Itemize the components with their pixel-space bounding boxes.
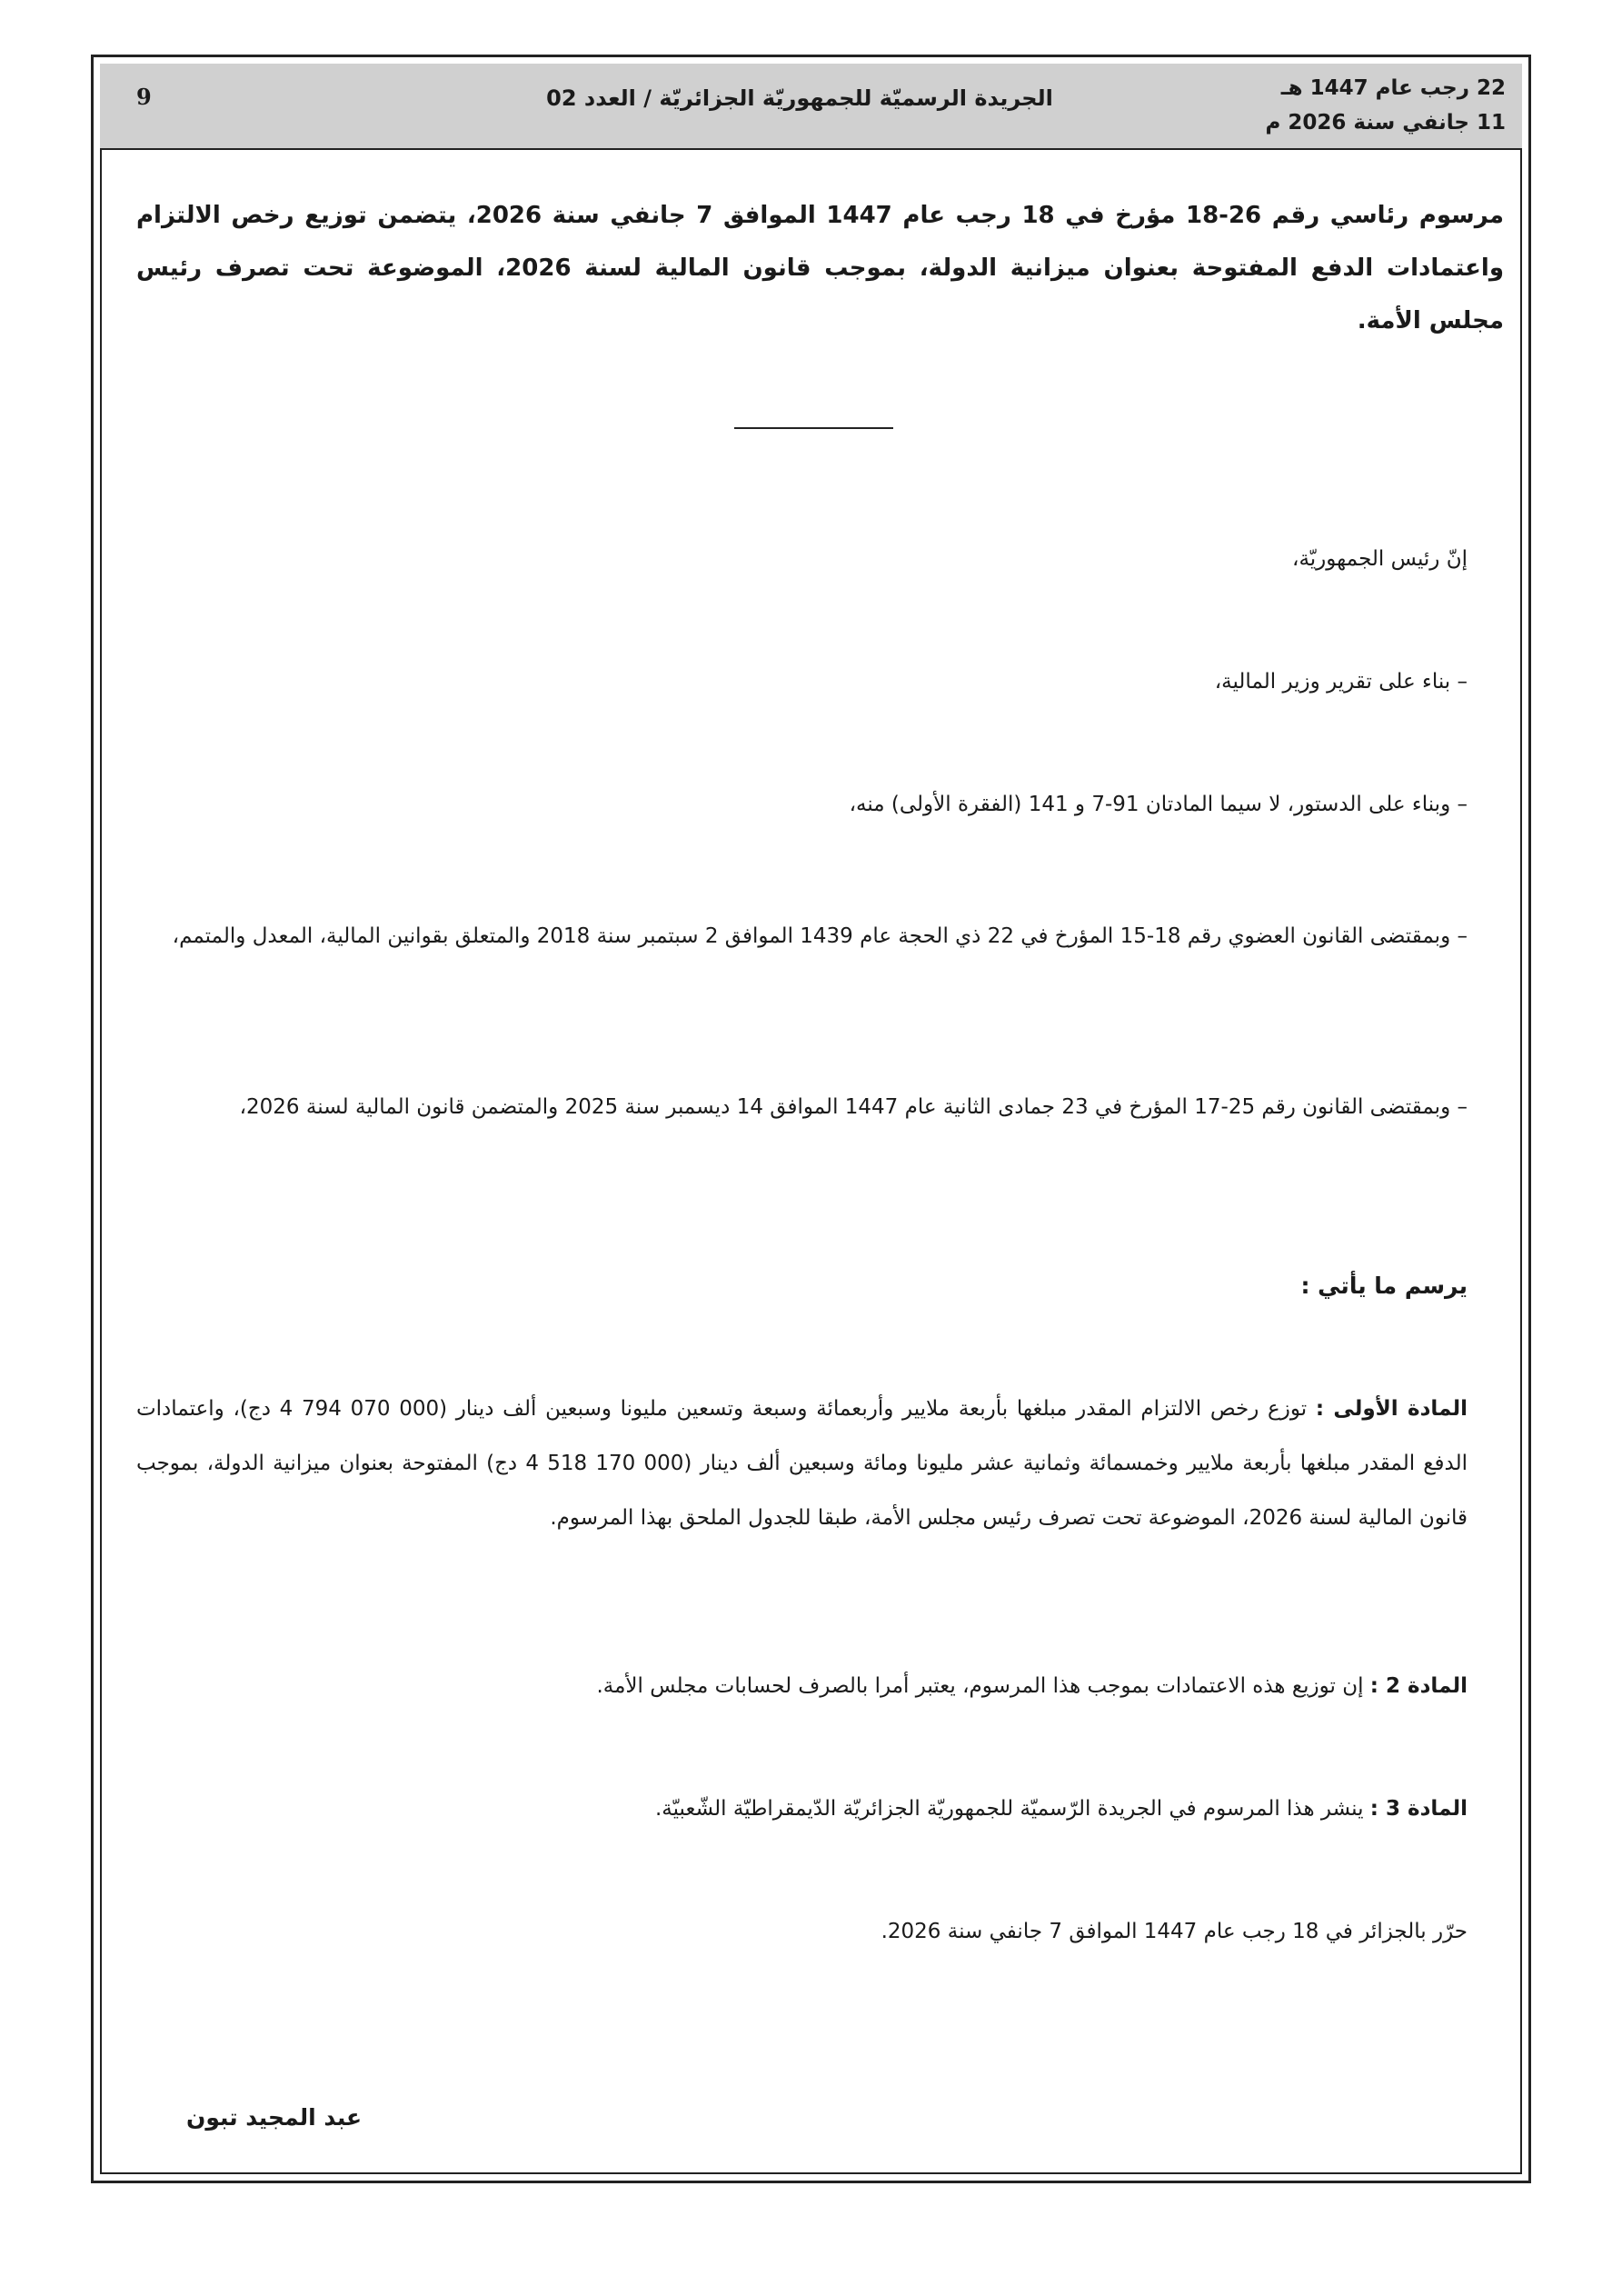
article-3 bbox=[136, 1782, 1468, 1836]
article-3-label: المادة 3 : bbox=[1369, 1797, 1468, 1821]
journal-header bbox=[100, 64, 1522, 150]
issue-dates bbox=[1265, 71, 1506, 140]
consideration-2: – وبناء على الدستور، لا سيما المادتان 91-7 و 141 (الفقرة الأولى) منه، bbox=[849, 793, 1468, 816]
consideration-4: – وبمقتضى القانون رقم 25-17 المؤرخ في 23 جمادى الثانية عام 1447 الموافق 14 ديسمبر سنة 2025 والمتضمن قانون المالية لسنة 2026، bbox=[239, 1095, 1468, 1119]
article-2 bbox=[136, 1659, 1468, 1713]
closing-statement: حرّر بالجزائر في 18 رجب عام 1447 الموافق 7 جانفي سنة 2026. bbox=[881, 1920, 1468, 1943]
article-1-label: المادة الأولى : bbox=[1315, 1397, 1468, 1421]
preamble-opening: إنّ رئيس الجمهوريّة، bbox=[1292, 547, 1468, 571]
article-3-text: ينشر هذا المرسوم في الجريدة الرّسميّة للجمهوريّة الجزائريّة الدّيمقراطيّة الشّعبيّة. bbox=[654, 1797, 1370, 1821]
gregorian-date: 11 جانفي سنة 2026 م bbox=[1265, 111, 1506, 135]
consideration-1: – بناء على تقرير وزير المالية، bbox=[1214, 670, 1468, 694]
article-1 bbox=[136, 1382, 1468, 1545]
article-1-text: توزع رخص الالتزام المقدر مبلغها بأربعة ملايير وأربعمائة وسبعة وتسعين مليونا وسبعين ألف دينار (000 070 794 4 دج)، واعتمادات الدفع المقدر مبلغها بأربعة ملايير وخمسمائة وثمانية عشر مليونا ومائة وسبعين ألف دينار (000 170 518 4 دج) المفتوحة بعنوان ميزانية الدولة، بموجب قانون المالية لسنة 2026، الموضوعة تحت تصرف رئيس مجلس الأمة، طبقا للجدول الملحق بهذا المرسوم. bbox=[136, 1397, 1468, 1530]
article-2-text: إن توزيع هذه الاعتمادات بموجب هذا المرسوم، يعتبر أمرا بالصرف لحسابات مجلس الأمة. bbox=[596, 1674, 1370, 1698]
article-2-label: المادة 2 : bbox=[1369, 1674, 1468, 1698]
title-divider bbox=[734, 427, 893, 429]
signature: عبد المجيد تبون bbox=[186, 2104, 363, 2131]
page-number: 9 bbox=[136, 84, 152, 110]
consideration-3: – وبمقتضى القانون العضوي رقم 18-15 المؤرخ في 22 ذي الحجة عام 1439 الموافق 2 سبتمبر سنة 2018 والمتعلق بقوانين المالية، المعدل والمتمم، bbox=[172, 924, 1468, 948]
decrees-heading: يرسم ما يأتي : bbox=[1300, 1273, 1468, 1299]
hijri-date: 22 رجب عام 1447 هـ bbox=[1280, 76, 1506, 100]
journal-title: الجريدة الرسميّة للجمهوريّة الجزائريّة / العدد 02 bbox=[546, 85, 1053, 111]
decree-title: مرسوم رئاسي رقم 26-18 مؤرخ في 18 رجب عام 1447 الموافق 7 جانفي سنة 2026، يتضمن توزيع رخص الالتزام واعتمادات الدفع المفتوحة بعنوان ميزانية الدولة، بموجب قانون المالية لسنة 2026، الموضوعة تحت تصرف رئيس مجلس الأمة. bbox=[136, 202, 1504, 334]
